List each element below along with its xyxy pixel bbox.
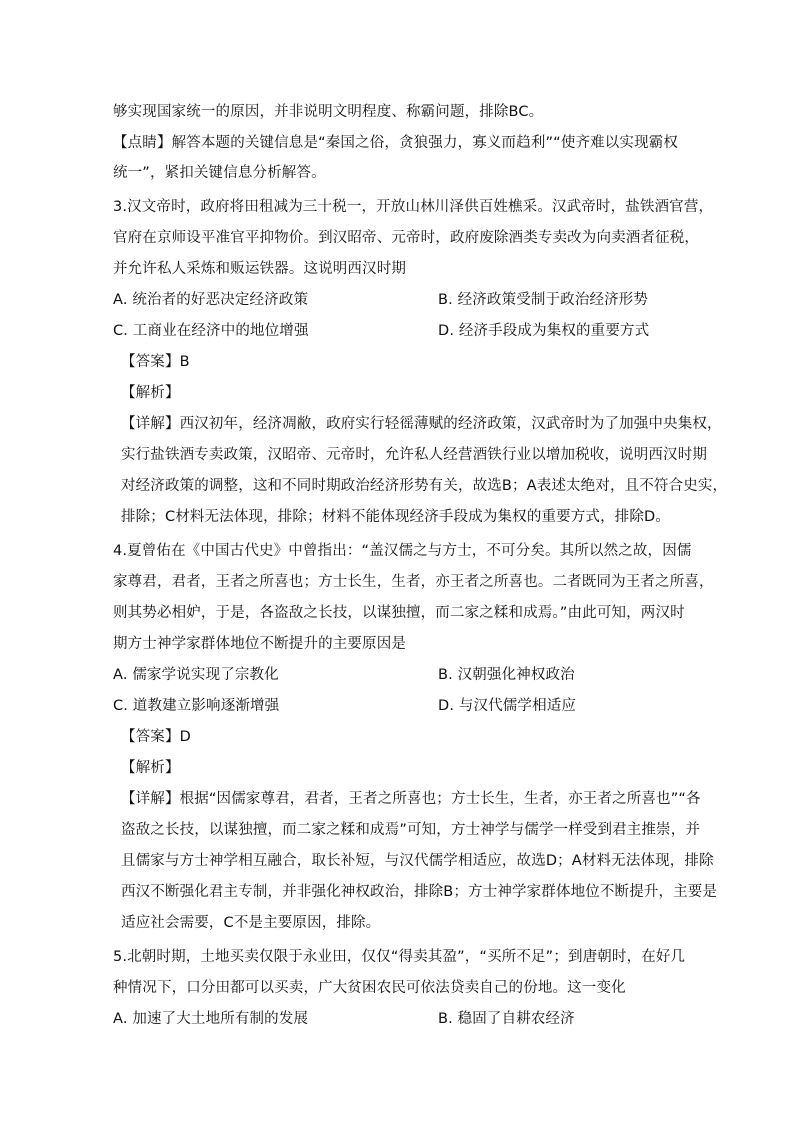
q4-detail-line-5: 适应社会需要，C不是主要原因，排除。	[121, 915, 381, 931]
q4-detail-line-1: 【详解】根据“因儒家尊君，君者，王者之所喜也；方士长生，生者，亦王者之所喜也”“各	[121, 791, 701, 807]
tip-line-2: 统一”，紧扣关键信息分析解答。	[113, 165, 326, 181]
q5-option-b: B. 稳固了自耕农经济	[438, 1011, 575, 1027]
q3-detail-line-1: 【详解】西汉初年，经济凋敝，政府实行轻徭薄赋的经济政策，汉武帝时为了加强中央集权，	[121, 416, 722, 432]
q4-detail-line-2: 盗敌之长技，以谋独擅，而二家之糅和成焉”可知，方士神学与儒学一样受到君主推崇，并	[121, 822, 701, 838]
q3-stem-line-1: 3.汉文帝时，政府将田租减为三十税一，开放山林川泽供百姓樵采。汉武帝时，盐铁酒官营，	[113, 199, 714, 215]
q4-detail-line-4: 西汉不断强化君主专制，并非强化神权政治，排除B；方士神学家群体地位不断提升，主要是	[121, 884, 718, 900]
q4-detail-line-3: 且儒家与方士神学相互融合，取长补短，与汉代儒学相适应，故选D；A材料无法体现，排除	[121, 853, 714, 869]
q5-option-a: A. 加速了大土地所有制的发展	[113, 1011, 309, 1027]
q4-option-d: D. 与汉代儒学相适应	[438, 698, 577, 714]
q4-stem-line-2: 家尊君，君者，王者之所喜也；方士长生，生者，亦王者之所喜也。二者既同为王者之所喜，	[113, 574, 714, 590]
q4-option-c: C. 道教建立影响逐渐增强	[113, 698, 280, 714]
q4-option-b: B. 汉朝强化神权政治	[438, 667, 575, 683]
q3-detail-line-3: 对经济政策的调整，这和不同时期政治经济形势有关，故选B；A表述太绝对，且不符合史实，	[121, 478, 728, 494]
q4-option-a: A. 儒家学说实现了宗教化	[113, 667, 279, 683]
q4-analysis-label: 【解析】	[121, 760, 180, 776]
q3-option-c: C. 工商业在经济中的地位增强	[113, 323, 309, 339]
q4-stem-line-3: 则其势必相妒，于是，各盗敌之长技，以谋独擅，而二家之糅和成焉。”由此可知，两汉时	[113, 605, 685, 621]
q3-detail-line-4: 排除；C材料无法体现，排除；材料不能体现经济手段成为集权的重要方式，排除D。	[121, 509, 670, 525]
q3-option-a: A. 统治者的好恶决定经济政策	[113, 292, 309, 308]
q3-analysis-label: 【解析】	[121, 385, 180, 401]
q4-stem-line-1: 4.夏曾佑在《中国古代史》中曾指出：“盖汉儒之与方士，不可分矣。其所以然之故，因儒	[113, 543, 692, 559]
q3-detail-line-2: 实行盐铁酒专卖政策，汉昭帝、元帝时，允许私人经营酒铁行业以增加税收，说明西汉时期	[121, 447, 707, 463]
tip-line-1: 【点睛】解答本题的关键信息是“秦国之俗，贪狼强力，寡义而趋利”“使齐难以实现霸权	[113, 135, 679, 151]
q3-stem-line-2: 官府在京师设平准官平抑物价。到汉昭帝、元帝时，政府废除酒类专卖改为向卖酒者征税，	[113, 230, 699, 246]
q3-option-b: B. 经济政策受制于政治经济形势	[438, 292, 649, 308]
q4-answer: 【答案】D	[121, 729, 191, 745]
q3-answer: 【答案】B	[121, 354, 190, 370]
q5-stem-line-2: 种情况下，口分田都可以买卖，广大贫困农民可依法贷卖自己的份地。这一变化	[113, 980, 626, 996]
q3-option-d: D. 经济手段成为集权的重要方式	[438, 323, 650, 339]
q3-stem-line-3: 并允许私人采炼和贩运铁器。这说明西汉时期	[113, 261, 406, 277]
q5-stem-line-1: 5.北朝时期，土地买卖仅限于永业田，仅仅“得卖其盈”，“买所不足”；到唐朝时，在好几	[113, 949, 686, 965]
q4-stem-line-4: 期方士神学家群体地位不断提升的主要原因是	[113, 636, 406, 652]
prev-explanation-tail: 够实现国家统一的原因，并非说明文明程度、称霸问题，排除BC。	[113, 104, 544, 120]
